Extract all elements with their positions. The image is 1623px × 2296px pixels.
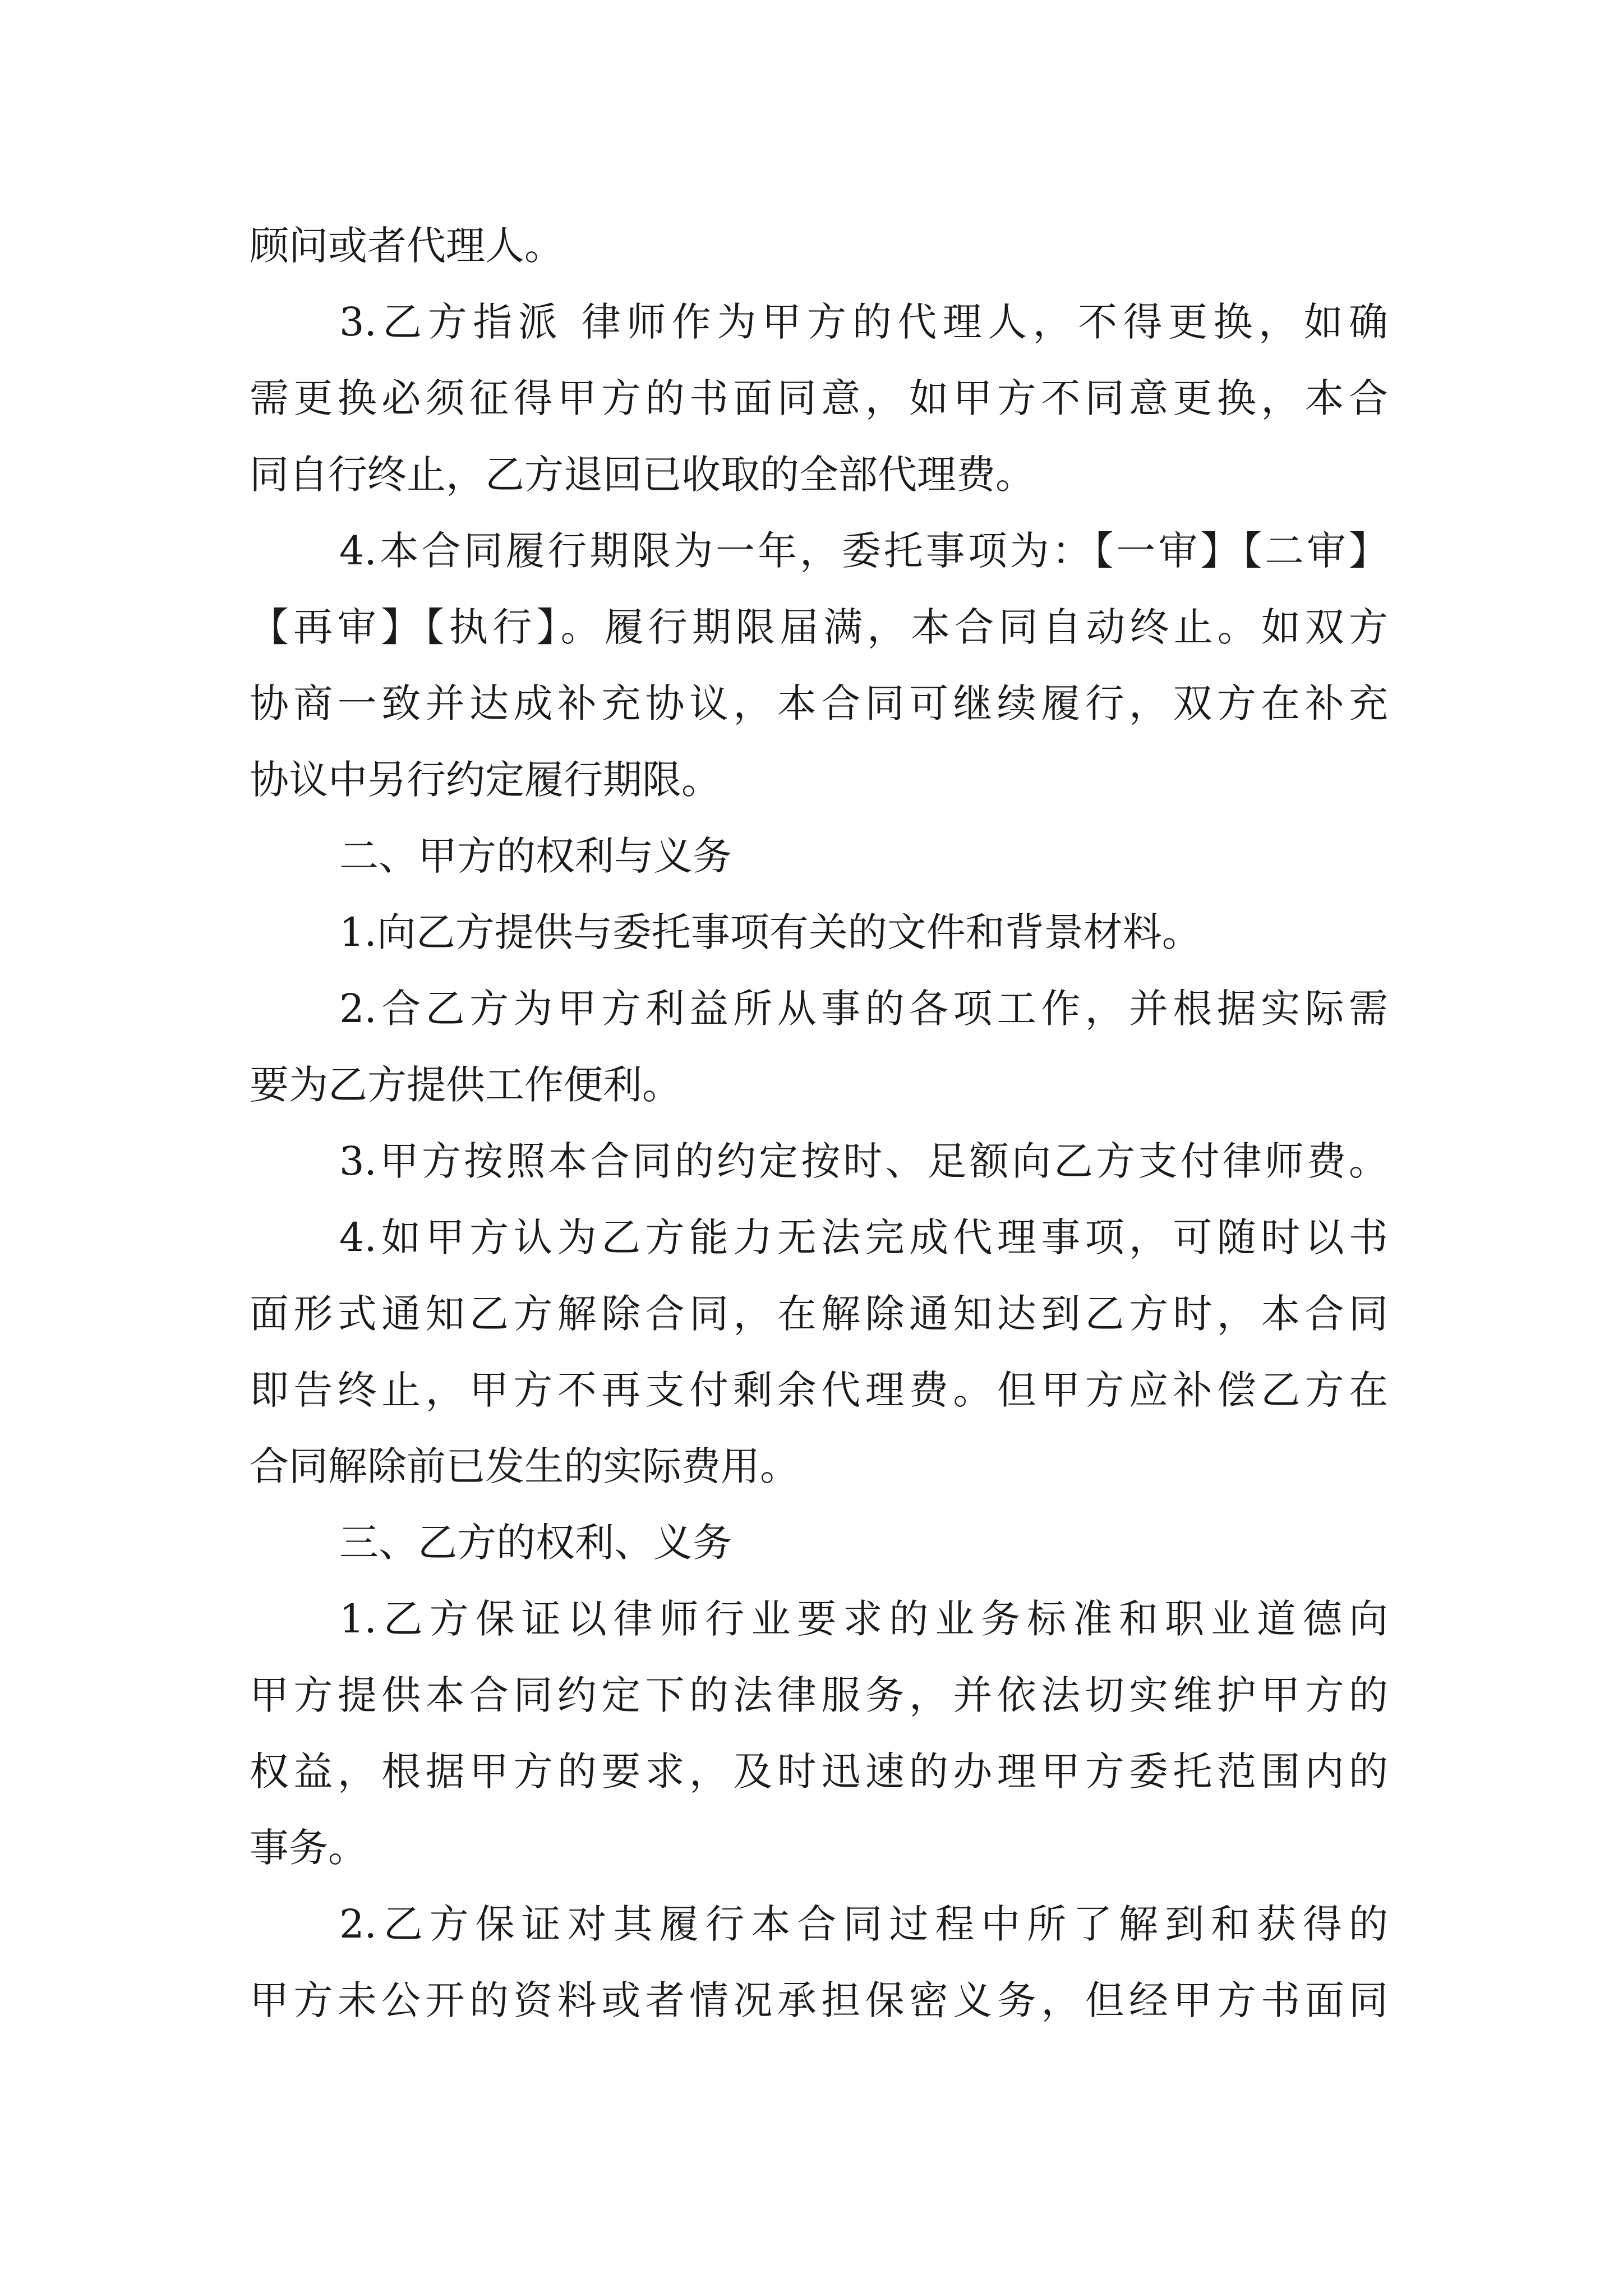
text-line: 2.合乙方为甲方利益所从事的各项工作，并根据实际需: [339, 986, 1388, 1032]
text-line: 顾问或者代理人。: [250, 223, 564, 269]
text-line: 1.向乙方提供与委托事项有关的文件和背景材料。: [339, 909, 1201, 955]
text-line: 3.甲方按照本合同的约定按时、足额向乙方支付律师费。: [339, 1138, 1388, 1184]
section-heading: 三、乙方的权利、义务: [339, 1520, 732, 1566]
contract-body: [250, 208, 1388, 2039]
text-line: 即告终止，甲方不再支付剩余代理费。但甲方应补偿乙方在: [250, 1367, 1388, 1413]
text-line: 1.乙方保证以律师行业要求的业务标准和职业道德向: [339, 1596, 1388, 1642]
text-line: 权益，根据甲方的要求，及时迅速的办理甲方委托范围内的: [250, 1749, 1388, 1795]
section-heading: 二、甲方的权利与义务: [339, 833, 732, 879]
text-line: 2.乙方保证对其履行本合同过程中所了解到和获得的: [339, 1901, 1388, 1947]
text-line: 合同解除前已发生的实际费用。: [250, 1443, 799, 1489]
text-line: 4.本合同履行期限为一年，委托事项为：【一审】【二审】: [339, 528, 1388, 574]
text-line: 需更换必须征得甲方的书面同意，如甲方不同意更换，本合: [250, 375, 1388, 421]
text-line: 面形式通知乙方解除合同，在解除通知达到乙方时，本合同: [250, 1291, 1388, 1337]
text-line: 协议中另行约定履行期限。: [250, 757, 721, 803]
text-line: 事务。: [250, 1825, 367, 1871]
text-line: 协商一致并达成补充协议，本合同可继续履行，双方在补充: [250, 680, 1388, 726]
text-line: 甲方提供本合同约定下的法律服务，并依法切实维护甲方的: [250, 1672, 1388, 1718]
text-line: 甲方未公开的资料或者情况承担保密义务，但经甲方书面同: [250, 1977, 1388, 2023]
text-line: 同自行终止，乙方退回已收取的全部代理费。: [250, 452, 1035, 498]
text-line: 【再审】【执行】。履行期限届满，本合同自动终止。如双方: [250, 604, 1388, 650]
text-line: 要为乙方提供工作便利。: [250, 1062, 681, 1108]
text-line: 3.乙方指派 律师作为甲方的代理人，不得更换，如确: [339, 299, 1388, 345]
text-line: 4.如甲方认为乙方能力无法完成代理事项，可随时以书: [339, 1214, 1388, 1260]
